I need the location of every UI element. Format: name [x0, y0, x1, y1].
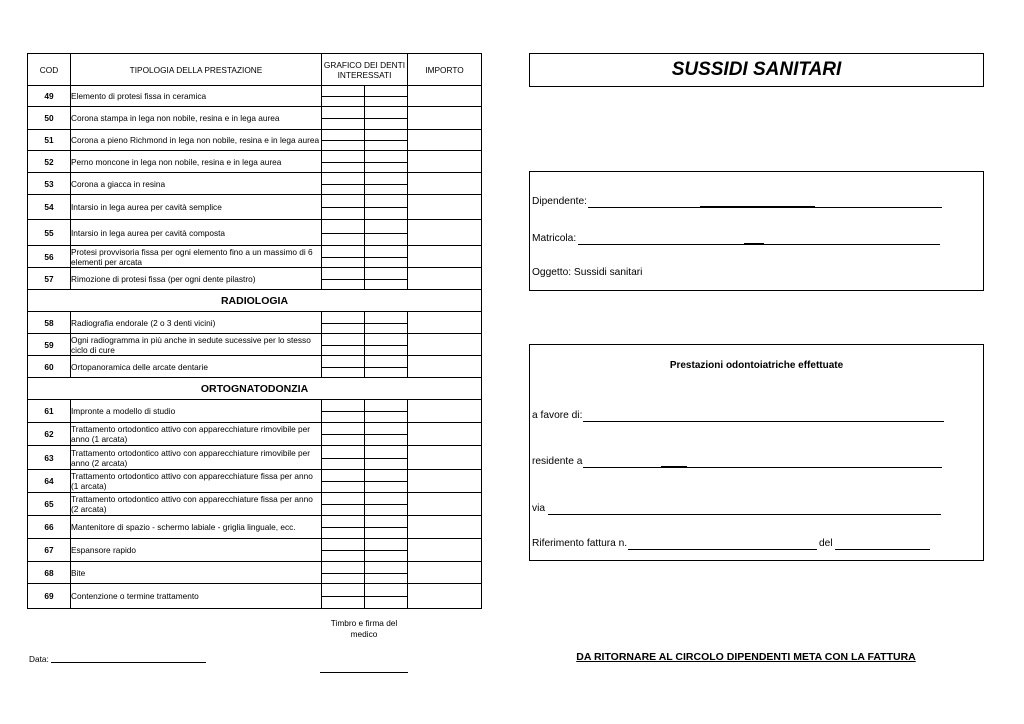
tooth-chart-cell[interactable] — [365, 107, 408, 130]
tooth-chart-divider — [365, 596, 407, 597]
cod-cell: 49 — [28, 86, 71, 107]
cod-cell: 56 — [28, 246, 71, 268]
tooth-chart-divider — [365, 96, 407, 97]
matricola-field[interactable] — [578, 244, 940, 245]
del-label: del — [819, 538, 833, 549]
importo-cell[interactable] — [408, 130, 482, 151]
table-row — [28, 107, 482, 130]
table-row — [28, 400, 482, 423]
description-cell: Impronte a modello di studio — [71, 400, 322, 423]
importo-cell[interactable] — [408, 516, 482, 539]
residente-label: residente a — [532, 456, 583, 467]
tooth-chart-grid — [322, 151, 364, 172]
tooth-chart-divider — [365, 527, 407, 528]
importo-cell[interactable] — [408, 400, 482, 423]
importo-cell[interactable] — [408, 356, 482, 378]
title-box — [529, 53, 984, 87]
matricola-label: Matricola: — [532, 233, 577, 244]
description-cell: Elemento di protesi fissa in ceramica — [71, 86, 322, 107]
dipendente-box — [529, 171, 984, 291]
cod-cell: 69 — [28, 584, 71, 609]
tooth-chart-cell[interactable] — [365, 516, 408, 539]
tooth-chart-grid — [322, 107, 364, 129]
riferimento-label: Riferimento fattura n. — [532, 538, 628, 549]
tooth-chart-grid — [365, 312, 407, 333]
tooth-chart-divider — [322, 458, 364, 459]
tooth-chart-cell[interactable] — [365, 334, 408, 356]
tooth-chart-cell[interactable] — [322, 539, 365, 562]
tooth-chart-grid — [365, 107, 407, 129]
tooth-chart-cell[interactable] — [365, 562, 408, 584]
tooth-chart-cell[interactable] — [365, 493, 408, 516]
section-row — [28, 290, 482, 312]
tooth-chart-grid — [365, 562, 407, 583]
tooth-chart-divider — [365, 411, 407, 412]
tooth-chart-grid — [365, 173, 407, 194]
description-cell: Intarsio in lega aurea per cavità composta — [71, 220, 322, 246]
tooth-chart-cell[interactable] — [365, 268, 408, 290]
cod-cell: 54 — [28, 195, 71, 220]
description-cell: Protesi provvisoria fissa per ogni elemento fino a un massimo di 6 elementi per arcata — [71, 246, 322, 268]
tooth-chart-grid — [365, 493, 407, 515]
table-header-row — [28, 54, 482, 86]
section-row — [28, 378, 482, 400]
importo-cell[interactable] — [408, 423, 482, 446]
importo-cell[interactable] — [408, 446, 482, 470]
tooth-chart-cell[interactable] — [365, 86, 408, 107]
tooth-chart-cell[interactable] — [365, 584, 408, 609]
tooth-chart-cell[interactable] — [322, 493, 365, 516]
tooth-chart-grid — [322, 195, 364, 219]
tooth-chart-cell[interactable] — [322, 446, 365, 470]
tooth-chart-grid — [365, 130, 407, 150]
tooth-chart-cell[interactable] — [322, 562, 365, 584]
description-cell: Trattamento ortodontico attivo con apparecchiature rimovibile per anno (2 arcata) — [71, 446, 322, 470]
tooth-chart-divider — [365, 207, 407, 208]
tooth-chart-grid — [365, 246, 407, 267]
table-row — [28, 220, 482, 246]
tooth-chart-divider — [365, 279, 407, 280]
tooth-chart-grid — [365, 584, 407, 608]
tooth-chart-divider — [322, 527, 364, 528]
cod-cell: 67 — [28, 539, 71, 562]
matricola-field-mark — [744, 243, 764, 244]
tooth-chart-grid — [322, 400, 364, 422]
cod-cell: 65 — [28, 493, 71, 516]
description-cell: Corona a giacca in resina — [71, 173, 322, 195]
tooth-chart-grid — [365, 220, 407, 245]
favore-label: a favore di: — [532, 410, 583, 421]
tooth-chart-grid — [365, 470, 407, 492]
tooth-chart-grid — [322, 516, 364, 538]
tooth-chart-grid — [322, 562, 364, 583]
header-importo: IMPORTO — [408, 54, 482, 86]
tooth-chart-grid — [365, 151, 407, 172]
tooth-chart-divider — [365, 434, 407, 435]
tooth-chart-divider — [365, 481, 407, 482]
data-field[interactable] — [51, 662, 206, 663]
riferimento-field[interactable] — [628, 549, 817, 550]
tooth-chart-grid — [365, 334, 407, 355]
table-row — [28, 151, 482, 173]
description-cell: Trattamento ortodontico attivo con apparecchiature fissa per anno (2 arcata) — [71, 493, 322, 516]
tooth-chart-grid — [322, 86, 364, 106]
tooth-chart-cell[interactable] — [322, 470, 365, 493]
tooth-chart-divider — [322, 323, 364, 324]
tooth-chart-divider — [365, 367, 407, 368]
cod-cell: 57 — [28, 268, 71, 290]
prestazioni-table — [27, 53, 482, 609]
cod-cell: 61 — [28, 400, 71, 423]
cod-cell: 68 — [28, 562, 71, 584]
tooth-chart-grid — [322, 584, 364, 608]
tooth-chart-divider — [322, 504, 364, 505]
tooth-chart-cell[interactable] — [365, 130, 408, 151]
description-cell: Mantenitore di spazio - schermo labiale - griglia linguale, ecc. — [71, 516, 322, 539]
cod-cell: 60 — [28, 356, 71, 378]
tooth-chart-cell[interactable] — [365, 356, 408, 378]
tooth-chart-grid — [322, 220, 364, 245]
tooth-chart-divider — [322, 411, 364, 412]
description-cell: Corona a pieno Richmond in lega non nobile, resina e in lega aurea — [71, 130, 322, 151]
table-row — [28, 334, 482, 356]
tooth-chart-cell[interactable] — [322, 151, 365, 173]
tooth-chart-divider — [322, 345, 364, 346]
importo-cell[interactable] — [408, 539, 482, 562]
tooth-chart-divider — [365, 184, 407, 185]
importo-cell[interactable] — [408, 195, 482, 220]
description-cell: Bite — [71, 562, 322, 584]
prestazioni-box — [529, 344, 984, 561]
cod-cell: 51 — [28, 130, 71, 151]
table-row — [28, 562, 482, 584]
residente-field[interactable] — [583, 467, 942, 468]
importo-cell[interactable] — [408, 562, 482, 584]
description-cell: Perno moncone in lega non nobile, resina e in lega aurea — [71, 151, 322, 173]
cod-cell: 62 — [28, 423, 71, 446]
cod-cell: 55 — [28, 220, 71, 246]
tooth-chart-cell[interactable] — [322, 423, 365, 446]
header-cod: COD — [28, 54, 71, 86]
tooth-chart-cell[interactable] — [322, 130, 365, 151]
tooth-chart-divider — [322, 434, 364, 435]
tooth-chart-grid — [365, 446, 407, 469]
tooth-chart-divider — [322, 550, 364, 551]
tooth-chart-divider — [322, 573, 364, 574]
table-row — [28, 246, 482, 268]
tooth-chart-divider — [365, 458, 407, 459]
tooth-chart-divider — [365, 257, 407, 258]
description-cell: Espansore rapido — [71, 539, 322, 562]
tooth-chart-grid — [322, 268, 364, 289]
tooth-chart-divider — [322, 279, 364, 280]
tooth-chart-divider — [322, 233, 364, 234]
tooth-chart-divider — [365, 233, 407, 234]
tooth-chart-cell[interactable] — [322, 356, 365, 378]
table-row — [28, 516, 482, 539]
tooth-chart-grid — [365, 400, 407, 422]
tooth-chart-cell[interactable] — [365, 151, 408, 173]
table-row — [28, 173, 482, 195]
tooth-chart-grid — [322, 446, 364, 469]
tooth-chart-divider — [365, 345, 407, 346]
importo-cell[interactable] — [408, 173, 482, 195]
tooth-chart-divider — [322, 184, 364, 185]
tooth-chart-cell[interactable] — [322, 268, 365, 290]
tooth-chart-cell[interactable] — [365, 423, 408, 446]
tooth-chart-grid — [322, 423, 364, 445]
table-row — [28, 423, 482, 446]
tooth-chart-grid — [365, 195, 407, 219]
tooth-chart-cell[interactable] — [322, 584, 365, 609]
tooth-chart-grid — [365, 539, 407, 561]
importo-cell[interactable] — [408, 86, 482, 107]
tooth-chart-cell[interactable] — [365, 195, 408, 220]
cod-cell: 52 — [28, 151, 71, 173]
table-body — [28, 86, 482, 609]
cod-cell: 66 — [28, 516, 71, 539]
importo-cell[interactable] — [408, 268, 482, 290]
tooth-chart-grid — [322, 246, 364, 267]
tooth-chart-grid — [365, 516, 407, 538]
importo-cell[interactable] — [408, 220, 482, 246]
table-row — [28, 470, 482, 493]
del-field[interactable] — [835, 549, 930, 550]
tooth-chart-grid — [365, 356, 407, 377]
cod-cell: 53 — [28, 173, 71, 195]
table-row — [28, 130, 482, 151]
return-note: DA RITORNARE AL CIRCOLO DIPENDENTI META CON LA FATTURA — [576, 651, 916, 663]
tooth-chart-grid — [322, 356, 364, 377]
tooth-chart-grid — [365, 268, 407, 289]
tooth-chart-divider — [365, 162, 407, 163]
tooth-chart-cell[interactable] — [322, 220, 365, 246]
importo-cell[interactable] — [408, 334, 482, 356]
tooth-chart-grid — [322, 334, 364, 355]
favore-field[interactable] — [583, 421, 944, 422]
residente-field-mark — [661, 466, 687, 467]
tooth-chart-cell[interactable] — [322, 400, 365, 423]
via-field[interactable] — [548, 514, 941, 515]
description-cell: Contenzione o termine trattamento — [71, 584, 322, 609]
table-row — [28, 584, 482, 609]
importo-cell[interactable] — [408, 470, 482, 493]
table-row — [28, 493, 482, 516]
tooth-chart-cell[interactable] — [322, 173, 365, 195]
description-cell: Trattamento ortodontico attivo con apparecchiature rimovibile per anno (1 arcata) — [71, 423, 322, 446]
tooth-chart-divider — [365, 573, 407, 574]
tooth-chart-cell[interactable] — [322, 334, 365, 356]
description-cell: Ortopanoramica delle arcate dentarie — [71, 356, 322, 378]
tooth-chart-cell[interactable] — [365, 220, 408, 246]
oggetto-label: Oggetto: Sussidi sanitari — [532, 267, 643, 278]
table-row — [28, 86, 482, 107]
via-label: via — [532, 503, 546, 514]
tooth-chart-grid — [322, 493, 364, 515]
tooth-chart-divider — [365, 323, 407, 324]
importo-cell[interactable] — [408, 312, 482, 334]
tooth-chart-cell[interactable] — [322, 312, 365, 334]
table-row — [28, 539, 482, 562]
tooth-chart-grid — [322, 312, 364, 333]
table-row — [28, 195, 482, 220]
tooth-chart-cell[interactable] — [322, 516, 365, 539]
importo-cell[interactable] — [408, 151, 482, 173]
description-cell: Trattamento ortodontico attivo con apparecchiature fissa per anno (1 arcata) — [71, 470, 322, 493]
importo-cell[interactable] — [408, 493, 482, 516]
prestazioni-title: Prestazioni odontoiatriche effettuate — [669, 360, 844, 371]
tooth-chart-divider — [365, 140, 407, 141]
dipendente-label: Dipendente: — [532, 196, 587, 207]
cod-cell: 64 — [28, 470, 71, 493]
tooth-chart-cell[interactable] — [322, 107, 365, 130]
importo-cell[interactable] — [408, 584, 482, 609]
cod-cell: 59 — [28, 334, 71, 356]
cod-cell: 58 — [28, 312, 71, 334]
tooth-chart-divider — [365, 118, 407, 119]
tooth-chart-divider — [322, 207, 364, 208]
tooth-chart-cell[interactable] — [365, 400, 408, 423]
table-row — [28, 312, 482, 334]
tooth-chart-divider — [322, 96, 364, 97]
section-title: ORTOGNATODONZIA — [28, 378, 482, 400]
tooth-chart-cell[interactable] — [365, 470, 408, 493]
tooth-chart-divider — [365, 504, 407, 505]
dipendente-field[interactable] — [588, 207, 942, 208]
header-tipologia: TIPOLOGIA DELLA PRESTAZIONE — [71, 54, 322, 86]
table-row — [28, 268, 482, 290]
tooth-chart-divider — [322, 596, 364, 597]
header-grafico: GRAFICO DEI DENTI INTERESSATI — [322, 54, 408, 86]
tooth-chart-grid — [322, 539, 364, 561]
table-row — [28, 446, 482, 470]
tooth-chart-cell[interactable] — [322, 86, 365, 107]
cod-cell: 50 — [28, 107, 71, 130]
tooth-chart-cell[interactable] — [322, 246, 365, 268]
tooth-chart-cell[interactable] — [365, 246, 408, 268]
description-cell: Corona stampa in lega non nobile, resina e in lega aurea — [71, 107, 322, 130]
data-label: Data: — [29, 654, 49, 664]
tooth-chart-cell[interactable] — [365, 446, 408, 470]
cod-cell: 63 — [28, 446, 71, 470]
tooth-chart-divider — [322, 140, 364, 141]
description-cell: Radiografia endorale (2 o 3 denti vicini) — [71, 312, 322, 334]
tooth-chart-grid — [322, 470, 364, 492]
tooth-chart-grid — [365, 86, 407, 106]
importo-cell[interactable] — [408, 246, 482, 268]
tooth-chart-cell[interactable] — [365, 539, 408, 562]
timbro-signature-line — [320, 672, 408, 673]
tooth-chart-divider — [322, 257, 364, 258]
tooth-chart-grid — [365, 423, 407, 445]
tooth-chart-cell[interactable] — [365, 312, 408, 334]
importo-cell[interactable] — [408, 107, 482, 130]
tooth-chart-divider — [322, 367, 364, 368]
tooth-chart-cell[interactable] — [365, 173, 408, 195]
dipendente-field-mark — [700, 206, 815, 207]
section-title: RADIOLOGIA — [28, 290, 482, 312]
timbro-label: Timbro e firma del medico — [330, 618, 398, 639]
tooth-chart-cell[interactable] — [322, 195, 365, 220]
page-title: SUSSIDI SANITARI — [671, 59, 842, 80]
description-cell: Intarsio in lega aurea per cavità semplice — [71, 195, 322, 220]
description-cell: Rimozione di protesi fissa (per ogni dente pilastro) — [71, 268, 322, 290]
description-cell: Ogni radiogramma in più anche in sedute sucessive per lo stesso ciclo di cure — [71, 334, 322, 356]
tooth-chart-grid — [322, 130, 364, 150]
tooth-chart-grid — [322, 173, 364, 194]
tooth-chart-divider — [365, 550, 407, 551]
tooth-chart-divider — [322, 162, 364, 163]
tooth-chart-divider — [322, 118, 364, 119]
tooth-chart-divider — [322, 481, 364, 482]
table-row — [28, 356, 482, 378]
